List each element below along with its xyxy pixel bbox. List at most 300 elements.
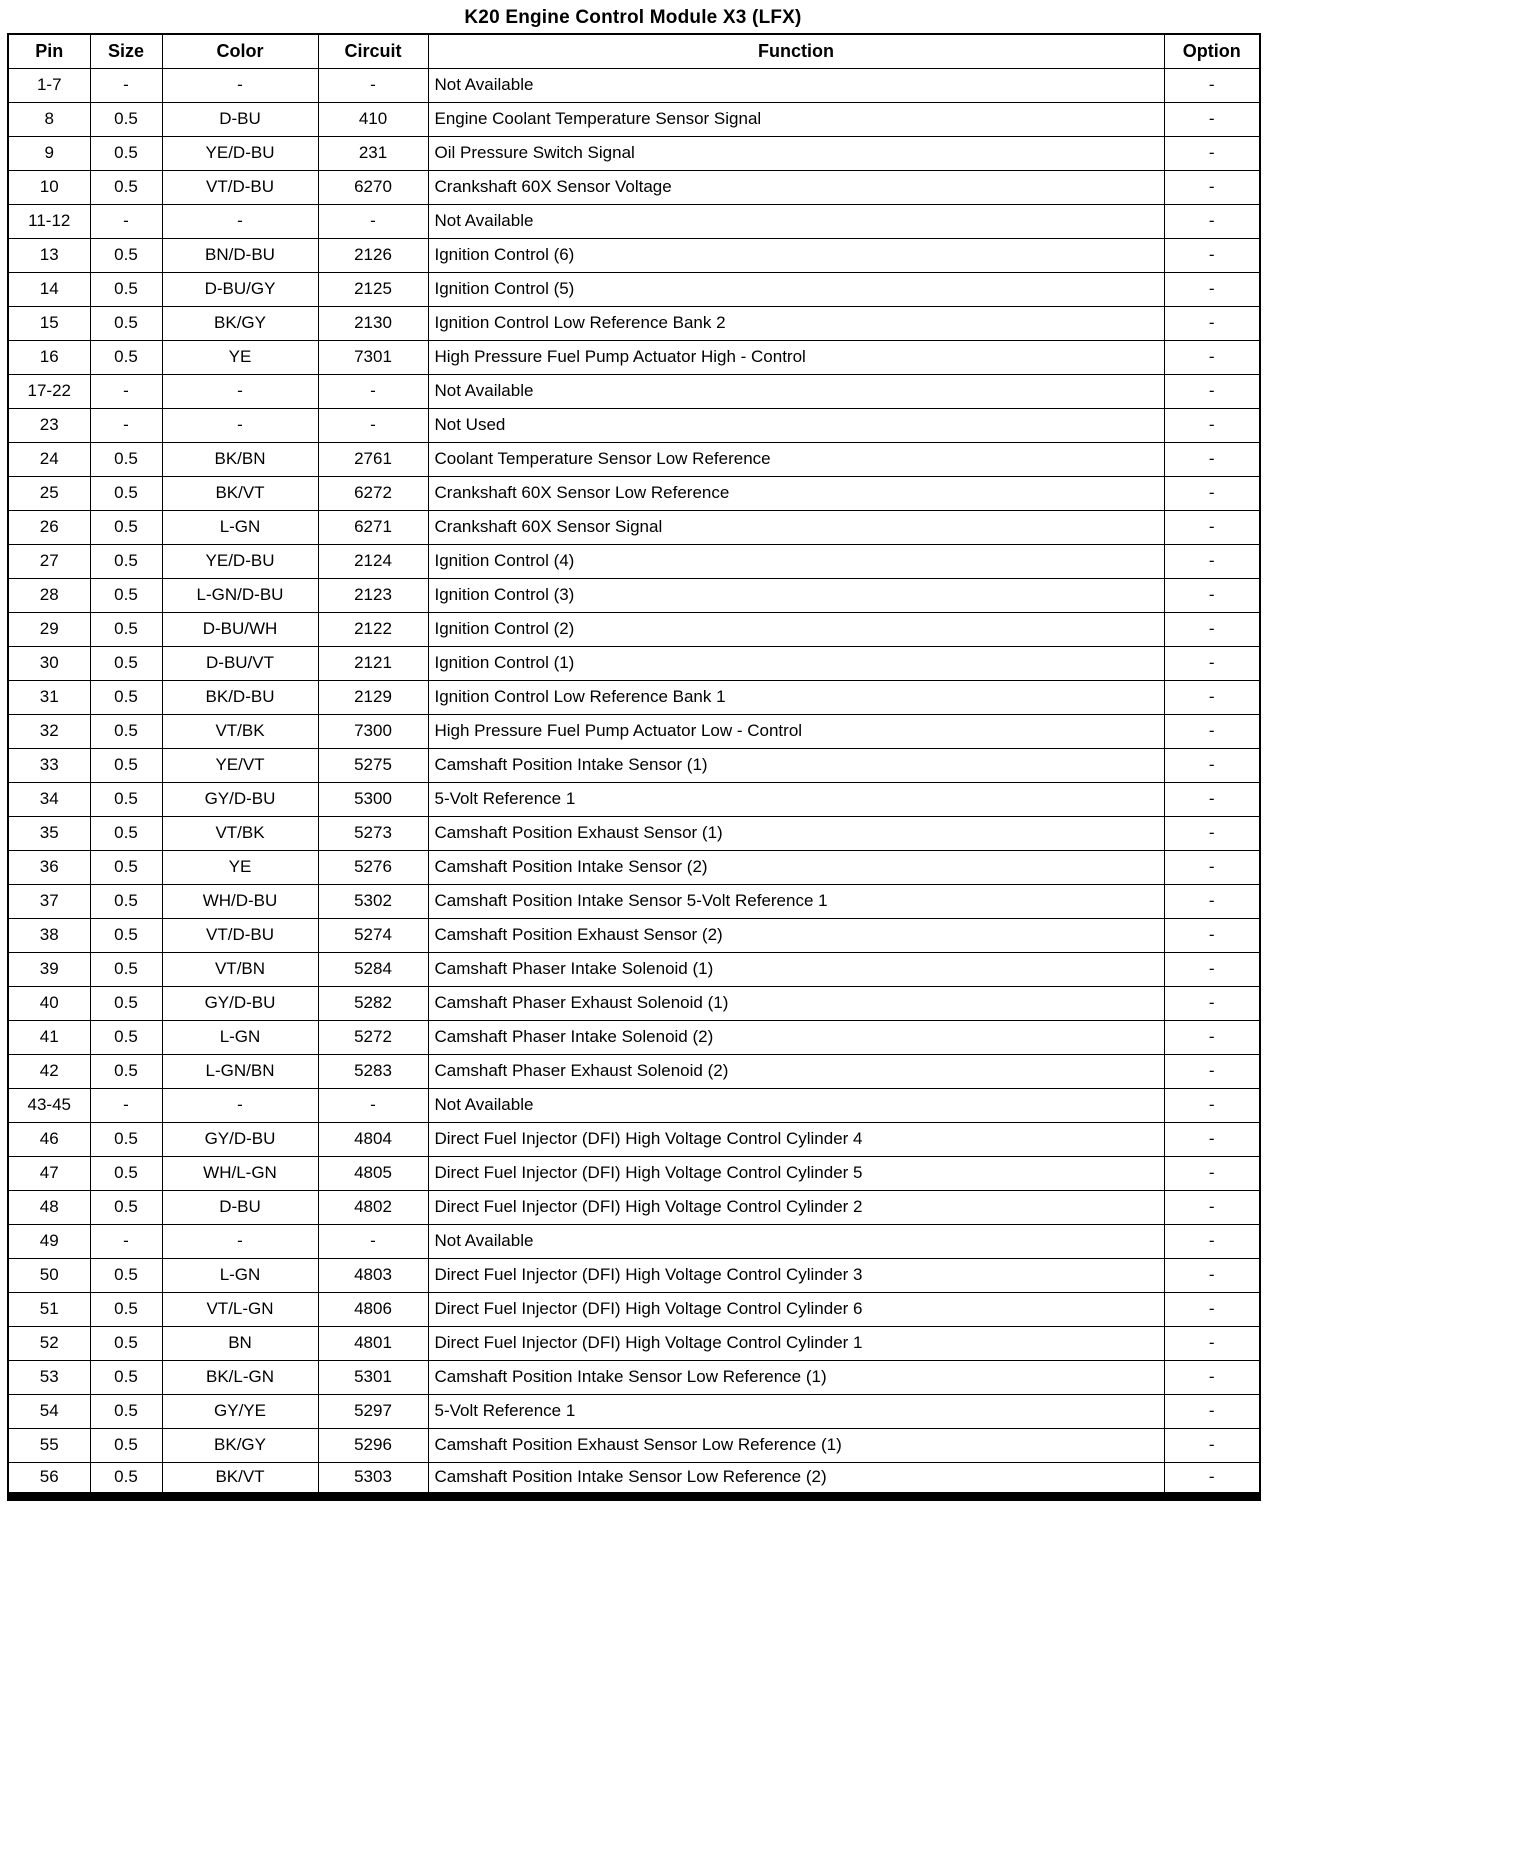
table-row xyxy=(8,136,1260,170)
circuit-cell: 5296 xyxy=(318,1428,428,1462)
size-cell: 0.5 xyxy=(90,1360,162,1394)
table-row xyxy=(8,1258,1260,1292)
circuit-cell: 4805 xyxy=(318,1156,428,1190)
circuit-cell: 6271 xyxy=(318,510,428,544)
table-row xyxy=(8,238,1260,272)
circuit-cell: 5284 xyxy=(318,952,428,986)
color-cell: GY/D-BU xyxy=(162,986,318,1020)
size-cell: - xyxy=(90,204,162,238)
function-cell: Oil Pressure Switch Signal xyxy=(428,136,1164,170)
size-cell: 0.5 xyxy=(90,1054,162,1088)
function-cell: Ignition Control (3) xyxy=(428,578,1164,612)
pin-cell: 23 xyxy=(8,408,90,442)
color-cell: YE/VT xyxy=(162,748,318,782)
option-cell: - xyxy=(1164,986,1260,1020)
function-cell: Not Available xyxy=(428,1088,1164,1122)
pin-cell: 8 xyxy=(8,102,90,136)
size-cell: 0.5 xyxy=(90,1292,162,1326)
size-cell: 0.5 xyxy=(90,612,162,646)
size-cell: 0.5 xyxy=(90,170,162,204)
table-row xyxy=(8,646,1260,680)
function-cell: Camshaft Position Intake Sensor (1) xyxy=(428,748,1164,782)
circuit-cell: 231 xyxy=(318,136,428,170)
color-cell: GY/YE xyxy=(162,1394,318,1428)
circuit-cell: 5297 xyxy=(318,1394,428,1428)
size-cell: 0.5 xyxy=(90,782,162,816)
table-row xyxy=(8,578,1260,612)
table-row xyxy=(8,1394,1260,1428)
table-row xyxy=(8,544,1260,578)
size-cell: 0.5 xyxy=(90,850,162,884)
option-cell: - xyxy=(1164,374,1260,408)
function-cell: Direct Fuel Injector (DFI) High Voltage Control Cylinder 5 xyxy=(428,1156,1164,1190)
table-row xyxy=(8,476,1260,510)
pin-cell: 43-45 xyxy=(8,1088,90,1122)
color-cell: GY/D-BU xyxy=(162,782,318,816)
size-cell: 0.5 xyxy=(90,714,162,748)
size-cell: 0.5 xyxy=(90,238,162,272)
option-cell: - xyxy=(1164,884,1260,918)
color-cell: VT/BK xyxy=(162,816,318,850)
color-cell: YE xyxy=(162,340,318,374)
pin-cell: 16 xyxy=(8,340,90,374)
option-cell: - xyxy=(1164,1156,1260,1190)
table-row xyxy=(8,714,1260,748)
size-cell: 0.5 xyxy=(90,1122,162,1156)
function-cell: Camshaft Position Exhaust Sensor (2) xyxy=(428,918,1164,952)
pin-cell: 30 xyxy=(8,646,90,680)
option-cell: - xyxy=(1164,544,1260,578)
size-cell: - xyxy=(90,68,162,102)
color-cell: BK/L-GN xyxy=(162,1360,318,1394)
size-cell: 0.5 xyxy=(90,646,162,680)
function-cell: Camshaft Position Intake Sensor 5-Volt Reference 1 xyxy=(428,884,1164,918)
table-row xyxy=(8,748,1260,782)
option-cell: - xyxy=(1164,1292,1260,1326)
size-cell: 0.5 xyxy=(90,442,162,476)
function-cell: Engine Coolant Temperature Sensor Signal xyxy=(428,102,1164,136)
option-cell: - xyxy=(1164,578,1260,612)
circuit-cell: 2126 xyxy=(318,238,428,272)
color-cell: BN/D-BU xyxy=(162,238,318,272)
table-row xyxy=(8,374,1260,408)
circuit-cell: - xyxy=(318,408,428,442)
circuit-cell: 5273 xyxy=(318,816,428,850)
function-cell: Direct Fuel Injector (DFI) High Voltage Control Cylinder 1 xyxy=(428,1326,1164,1360)
circuit-cell: - xyxy=(318,68,428,102)
table-body xyxy=(8,68,1260,1496)
circuit-cell: 5283 xyxy=(318,1054,428,1088)
option-cell: - xyxy=(1164,272,1260,306)
table-row xyxy=(8,1462,1260,1496)
column-header-size: Size xyxy=(90,34,162,68)
size-cell: 0.5 xyxy=(90,1326,162,1360)
size-cell: 0.5 xyxy=(90,748,162,782)
option-cell: - xyxy=(1164,1088,1260,1122)
circuit-cell: 4802 xyxy=(318,1190,428,1224)
option-cell: - xyxy=(1164,748,1260,782)
pin-cell: 40 xyxy=(8,986,90,1020)
function-cell: Ignition Control (1) xyxy=(428,646,1164,680)
pin-cell: 13 xyxy=(8,238,90,272)
color-cell: L-GN xyxy=(162,1020,318,1054)
size-cell: - xyxy=(90,374,162,408)
function-cell: Ignition Control (4) xyxy=(428,544,1164,578)
circuit-cell: 2121 xyxy=(318,646,428,680)
color-cell: BK/BN xyxy=(162,442,318,476)
function-cell: 5-Volt Reference 1 xyxy=(428,782,1164,816)
option-cell: - xyxy=(1164,850,1260,884)
function-cell: Crankshaft 60X Sensor Voltage xyxy=(428,170,1164,204)
column-header-color: Color xyxy=(162,34,318,68)
size-cell: - xyxy=(90,1224,162,1258)
option-cell: - xyxy=(1164,782,1260,816)
color-cell: YE/D-BU xyxy=(162,544,318,578)
size-cell: 0.5 xyxy=(90,1462,162,1496)
color-cell: VT/BN xyxy=(162,952,318,986)
option-cell: - xyxy=(1164,1394,1260,1428)
table-row xyxy=(8,340,1260,374)
color-cell: - xyxy=(162,374,318,408)
function-cell: Direct Fuel Injector (DFI) High Voltage Control Cylinder 2 xyxy=(428,1190,1164,1224)
option-cell: - xyxy=(1164,646,1260,680)
color-cell: BK/VT xyxy=(162,476,318,510)
color-cell: GY/D-BU xyxy=(162,1122,318,1156)
circuit-cell: 5301 xyxy=(318,1360,428,1394)
function-cell: Ignition Control (2) xyxy=(428,612,1164,646)
function-cell: Ignition Control Low Reference Bank 1 xyxy=(428,680,1164,714)
circuit-cell: 5272 xyxy=(318,1020,428,1054)
pin-cell: 39 xyxy=(8,952,90,986)
color-cell: BK/GY xyxy=(162,306,318,340)
circuit-cell: 5302 xyxy=(318,884,428,918)
table-row xyxy=(8,680,1260,714)
function-cell: Camshaft Position Exhaust Sensor (1) xyxy=(428,816,1164,850)
function-cell: Camshaft Position Intake Sensor (2) xyxy=(428,850,1164,884)
option-cell: - xyxy=(1164,68,1260,102)
table-row xyxy=(8,510,1260,544)
circuit-cell: - xyxy=(318,374,428,408)
size-cell: 0.5 xyxy=(90,952,162,986)
function-cell: Ignition Control Low Reference Bank 2 xyxy=(428,306,1164,340)
color-cell: BN xyxy=(162,1326,318,1360)
function-cell: Camshaft Position Exhaust Sensor Low Reference (1) xyxy=(428,1428,1164,1462)
color-cell: - xyxy=(162,68,318,102)
circuit-cell: 4803 xyxy=(318,1258,428,1292)
size-cell: 0.5 xyxy=(90,1156,162,1190)
table-row xyxy=(8,1224,1260,1258)
pin-cell: 51 xyxy=(8,1292,90,1326)
circuit-cell: 5275 xyxy=(318,748,428,782)
table-row xyxy=(8,1360,1260,1394)
function-cell: Camshaft Phaser Intake Solenoid (1) xyxy=(428,952,1164,986)
color-cell: VT/BK xyxy=(162,714,318,748)
function-cell: Camshaft Position Intake Sensor Low Reference (1) xyxy=(428,1360,1164,1394)
option-cell: - xyxy=(1164,1462,1260,1496)
option-cell: - xyxy=(1164,306,1260,340)
circuit-cell: 5303 xyxy=(318,1462,428,1496)
pin-cell: 24 xyxy=(8,442,90,476)
column-header-circuit: Circuit xyxy=(318,34,428,68)
option-cell: - xyxy=(1164,1224,1260,1258)
table-row xyxy=(8,306,1260,340)
option-cell: - xyxy=(1164,680,1260,714)
size-cell: 0.5 xyxy=(90,510,162,544)
option-cell: - xyxy=(1164,1190,1260,1224)
function-cell: Coolant Temperature Sensor Low Reference xyxy=(428,442,1164,476)
option-cell: - xyxy=(1164,238,1260,272)
table-row xyxy=(8,850,1260,884)
color-cell: L-GN/D-BU xyxy=(162,578,318,612)
color-cell: VT/D-BU xyxy=(162,918,318,952)
option-cell: - xyxy=(1164,1428,1260,1462)
pin-cell: 10 xyxy=(8,170,90,204)
circuit-cell: 5300 xyxy=(318,782,428,816)
pin-cell: 33 xyxy=(8,748,90,782)
option-cell: - xyxy=(1164,510,1260,544)
option-cell: - xyxy=(1164,918,1260,952)
circuit-cell: 2123 xyxy=(318,578,428,612)
table-row xyxy=(8,816,1260,850)
color-cell: D-BU xyxy=(162,1190,318,1224)
pin-cell: 53 xyxy=(8,1360,90,1394)
circuit-cell: 4801 xyxy=(318,1326,428,1360)
circuit-cell: 5274 xyxy=(318,918,428,952)
option-cell: - xyxy=(1164,1054,1260,1088)
table-row xyxy=(8,1156,1260,1190)
circuit-cell: 2125 xyxy=(318,272,428,306)
function-cell: Camshaft Phaser Exhaust Solenoid (2) xyxy=(428,1054,1164,1088)
pin-cell: 56 xyxy=(8,1462,90,1496)
pin-cell: 9 xyxy=(8,136,90,170)
function-cell: Ignition Control (6) xyxy=(428,238,1164,272)
function-cell: Crankshaft 60X Sensor Signal xyxy=(428,510,1164,544)
size-cell: 0.5 xyxy=(90,1020,162,1054)
size-cell: 0.5 xyxy=(90,272,162,306)
table-row xyxy=(8,986,1260,1020)
color-cell: - xyxy=(162,204,318,238)
table-row xyxy=(8,272,1260,306)
size-cell: 0.5 xyxy=(90,1190,162,1224)
option-cell: - xyxy=(1164,952,1260,986)
size-cell: - xyxy=(90,1088,162,1122)
circuit-cell: - xyxy=(318,1224,428,1258)
color-cell: D-BU/VT xyxy=(162,646,318,680)
page-title: K20 Engine Control Module X3 (LFX) xyxy=(464,7,802,28)
circuit-cell: 6272 xyxy=(318,476,428,510)
circuit-cell: - xyxy=(318,1088,428,1122)
color-cell: BK/GY xyxy=(162,1428,318,1462)
table-row xyxy=(8,1190,1260,1224)
pin-cell: 41 xyxy=(8,1020,90,1054)
table-row xyxy=(8,782,1260,816)
table-row xyxy=(8,1428,1260,1462)
color-cell: D-BU xyxy=(162,102,318,136)
function-cell: Direct Fuel Injector (DFI) High Voltage Control Cylinder 6 xyxy=(428,1292,1164,1326)
function-cell: Direct Fuel Injector (DFI) High Voltage Control Cylinder 4 xyxy=(428,1122,1164,1156)
option-cell: - xyxy=(1164,204,1260,238)
circuit-cell: 7301 xyxy=(318,340,428,374)
pin-cell: 52 xyxy=(8,1326,90,1360)
table-row xyxy=(8,1054,1260,1088)
circuit-cell: 2124 xyxy=(318,544,428,578)
circuit-cell: - xyxy=(318,204,428,238)
table-header xyxy=(8,34,1260,68)
size-cell: 0.5 xyxy=(90,102,162,136)
color-cell: BK/VT xyxy=(162,1462,318,1496)
pin-cell: 11-12 xyxy=(8,204,90,238)
size-cell: 0.5 xyxy=(90,544,162,578)
pin-cell: 25 xyxy=(8,476,90,510)
table-row xyxy=(8,1122,1260,1156)
color-cell: D-BU/GY xyxy=(162,272,318,306)
table-row xyxy=(8,952,1260,986)
pin-cell: 38 xyxy=(8,918,90,952)
table-row xyxy=(8,1292,1260,1326)
pin-cell: 31 xyxy=(8,680,90,714)
table-row xyxy=(8,102,1260,136)
pin-cell: 48 xyxy=(8,1190,90,1224)
function-cell: Crankshaft 60X Sensor Low Reference xyxy=(428,476,1164,510)
table-row xyxy=(8,442,1260,476)
table-row xyxy=(8,884,1260,918)
size-cell: 0.5 xyxy=(90,1394,162,1428)
function-cell: Not Available xyxy=(428,204,1164,238)
table-row xyxy=(8,204,1260,238)
circuit-cell: 5276 xyxy=(318,850,428,884)
option-cell: - xyxy=(1164,1360,1260,1394)
function-cell: Ignition Control (5) xyxy=(428,272,1164,306)
option-cell: - xyxy=(1164,612,1260,646)
pin-cell: 14 xyxy=(8,272,90,306)
option-cell: - xyxy=(1164,816,1260,850)
color-cell: WH/D-BU xyxy=(162,884,318,918)
function-cell: 5-Volt Reference 1 xyxy=(428,1394,1164,1428)
color-cell: - xyxy=(162,1088,318,1122)
option-cell: - xyxy=(1164,408,1260,442)
circuit-cell: 2130 xyxy=(318,306,428,340)
pin-cell: 42 xyxy=(8,1054,90,1088)
pin-cell: 28 xyxy=(8,578,90,612)
color-cell: L-GN/BN xyxy=(162,1054,318,1088)
function-cell: Not Available xyxy=(428,374,1164,408)
circuit-cell: 4806 xyxy=(318,1292,428,1326)
pin-cell: 34 xyxy=(8,782,90,816)
circuit-cell: 2129 xyxy=(318,680,428,714)
function-cell: Camshaft Phaser Exhaust Solenoid (1) xyxy=(428,986,1164,1020)
function-cell: Not Used xyxy=(428,408,1164,442)
function-cell: Not Available xyxy=(428,1224,1164,1258)
pin-cell: 50 xyxy=(8,1258,90,1292)
circuit-cell: 4804 xyxy=(318,1122,428,1156)
pin-cell: 26 xyxy=(8,510,90,544)
pin-cell: 15 xyxy=(8,306,90,340)
circuit-cell: 6270 xyxy=(318,170,428,204)
color-cell: - xyxy=(162,1224,318,1258)
pin-cell: 47 xyxy=(8,1156,90,1190)
color-cell: YE xyxy=(162,850,318,884)
option-cell: - xyxy=(1164,1326,1260,1360)
pin-cell: 46 xyxy=(8,1122,90,1156)
option-cell: - xyxy=(1164,714,1260,748)
size-cell: 0.5 xyxy=(90,986,162,1020)
circuit-cell: 7300 xyxy=(318,714,428,748)
function-cell: High Pressure Fuel Pump Actuator High - Control xyxy=(428,340,1164,374)
option-cell: - xyxy=(1164,340,1260,374)
function-cell: Direct Fuel Injector (DFI) High Voltage Control Cylinder 3 xyxy=(428,1258,1164,1292)
table-row xyxy=(8,408,1260,442)
color-cell: BK/D-BU xyxy=(162,680,318,714)
option-cell: - xyxy=(1164,102,1260,136)
function-cell: Camshaft Phaser Intake Solenoid (2) xyxy=(428,1020,1164,1054)
pin-cell: 29 xyxy=(8,612,90,646)
color-cell: L-GN xyxy=(162,1258,318,1292)
size-cell: 0.5 xyxy=(90,884,162,918)
pin-cell: 54 xyxy=(8,1394,90,1428)
option-cell: - xyxy=(1164,170,1260,204)
table-row xyxy=(8,68,1260,102)
size-cell: 0.5 xyxy=(90,476,162,510)
pinout-table xyxy=(7,33,1261,1501)
pin-cell: 49 xyxy=(8,1224,90,1258)
size-cell: 0.5 xyxy=(90,918,162,952)
pin-cell: 27 xyxy=(8,544,90,578)
table-row xyxy=(8,612,1260,646)
color-cell: L-GN xyxy=(162,510,318,544)
table-row xyxy=(8,918,1260,952)
circuit-cell: 410 xyxy=(318,102,428,136)
size-cell: 0.5 xyxy=(90,680,162,714)
size-cell: 0.5 xyxy=(90,578,162,612)
pin-cell: 55 xyxy=(8,1428,90,1462)
table-row xyxy=(8,1088,1260,1122)
color-cell: WH/L-GN xyxy=(162,1156,318,1190)
pin-cell: 37 xyxy=(8,884,90,918)
option-cell: - xyxy=(1164,476,1260,510)
pin-cell: 1-7 xyxy=(8,68,90,102)
color-cell: VT/D-BU xyxy=(162,170,318,204)
circuit-cell: 5282 xyxy=(318,986,428,1020)
size-cell: 0.5 xyxy=(90,1428,162,1462)
color-cell: VT/L-GN xyxy=(162,1292,318,1326)
function-cell: Camshaft Position Intake Sensor Low Reference (2) xyxy=(428,1462,1164,1496)
color-cell: - xyxy=(162,408,318,442)
size-cell: 0.5 xyxy=(90,1258,162,1292)
color-cell: D-BU/WH xyxy=(162,612,318,646)
table-row xyxy=(8,1326,1260,1360)
size-cell: 0.5 xyxy=(90,816,162,850)
option-cell: - xyxy=(1164,1020,1260,1054)
circuit-cell: 2122 xyxy=(318,612,428,646)
table-row xyxy=(8,170,1260,204)
size-cell: 0.5 xyxy=(90,136,162,170)
pin-cell: 32 xyxy=(8,714,90,748)
size-cell: 0.5 xyxy=(90,306,162,340)
function-cell: High Pressure Fuel Pump Actuator Low - Control xyxy=(428,714,1164,748)
option-cell: - xyxy=(1164,442,1260,476)
table-row xyxy=(8,1020,1260,1054)
size-cell: - xyxy=(90,408,162,442)
column-header-option: Option xyxy=(1164,34,1260,68)
option-cell: - xyxy=(1164,1258,1260,1292)
function-cell: Not Available xyxy=(428,68,1164,102)
column-header-pin: Pin xyxy=(8,34,90,68)
color-cell: YE/D-BU xyxy=(162,136,318,170)
pin-cell: 17-22 xyxy=(8,374,90,408)
pin-cell: 35 xyxy=(8,816,90,850)
option-cell: - xyxy=(1164,1122,1260,1156)
pin-cell: 36 xyxy=(8,850,90,884)
